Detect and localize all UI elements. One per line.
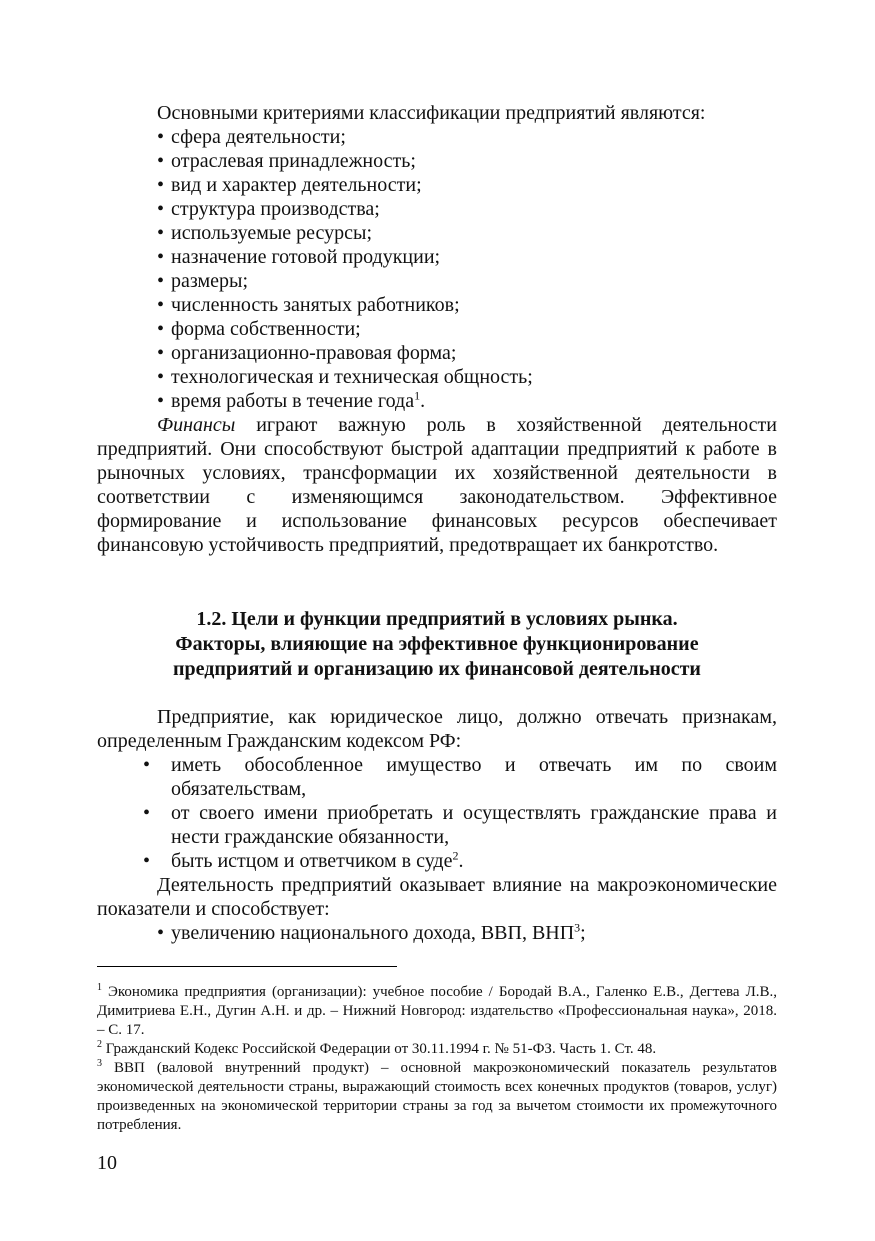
footnote-divider <box>97 966 397 967</box>
list-item: • вид и характер деятельности; <box>157 174 422 196</box>
list-item: • размеры; <box>157 270 249 292</box>
list-item: • назначение готовой продукции; <box>157 246 441 268</box>
list-item: • технологическая и техническая общность; <box>157 366 533 388</box>
legal-intro: Предприятие, как юридическое лицо, должно отвечать признакам, определенным Гражданским кодексом РФ: <box>97 706 777 752</box>
finance-paragraph: Финансы играют важную роль в хозяйственной деятельности предприятий. Они способствуют быстрой адаптации предприятий к работе в рыночных условиях, трансформации их хозяйственной деятельности в соответствии с изменяющимся законодательством. Эффективное формирование и использование финансовых ресурсов обеспечивает финансовую устойчивость предприятий, предотвращает их банкротство. <box>97 414 777 556</box>
list-item: • быть истцом и ответчиком в суде$^2$. <box>143 848 464 872</box>
footnote: $^3$ ВВП (валовой внутренний продукт) – основной макроэкономический показатель результатов экономической деятельности страны, выражающий стоимость всех конечных продуктов (товаров, услуг) произведенных на экономической территории страны за год за вычетом стоимости их промежуточного потребления. <box>97 1058 777 1133</box>
macro-intro: Деятельность предприятий оказывает влияние на макроэкономические показатели и способствует: <box>97 874 777 920</box>
footnote: $^1$ Экономика предприятия (организации): учебное пособие / Бородай В.А., Галенко Е.В., Дегтева Л.В., Димитриева Е.Н., Дугин А.Н. и др. – Нижний Новгород: издательство «Профессиональная наука», 2018. – С. 17. <box>97 982 777 1038</box>
footnotes <box>97 983 777 1135</box>
footnote-ref: 1 <box>414 388 421 403</box>
list-item: • используемые ресурсы; <box>157 222 373 244</box>
heading-line: Факторы, влияющие на эффективное функционирование <box>175 633 699 655</box>
list-item: • форма собственности; <box>157 318 361 340</box>
list-item: • увеличению национального дохода, ВВП, ВНП$^3$; <box>157 920 586 944</box>
heading-line: 1.2. Цели и функции предприятий в условиях рынка. <box>196 608 678 630</box>
footnote: $^2$ Гражданский Кодекс Российской Федерации от 30.11.1994 г. № 51-ФЗ. Часть 1. Ст. 48. <box>97 1039 657 1057</box>
list-item: • сфера деятельности; <box>157 126 346 148</box>
list-item: • от своего имени приобретать и осуществлять гражданские права и нести гражданские обязанности, <box>143 802 777 848</box>
heading-line: предприятий и организацию их финансовой деятельности <box>173 658 701 680</box>
footnote-ref: 3 <box>574 920 581 935</box>
criteria-section <box>97 101 777 557</box>
legal-section <box>97 705 777 945</box>
list-item: • время работы в течение года$^1$. <box>157 388 426 412</box>
list-item: • численность занятых работников; <box>157 294 460 316</box>
list-item: • организационно-правовая форма; <box>157 342 457 364</box>
list-item: • иметь обособленное имущество и отвечать им по своим обязательствам, <box>143 754 777 800</box>
page-number: 10 <box>97 1152 117 1174</box>
criteria-intro: Основными критериями классификации предприятий являются: <box>157 102 706 124</box>
section-heading <box>97 607 777 682</box>
list-item: • структура производства; <box>157 198 380 220</box>
footnote-ref: 2 <box>452 848 459 863</box>
list-item: • отраслевая принадлежность; <box>157 150 416 172</box>
